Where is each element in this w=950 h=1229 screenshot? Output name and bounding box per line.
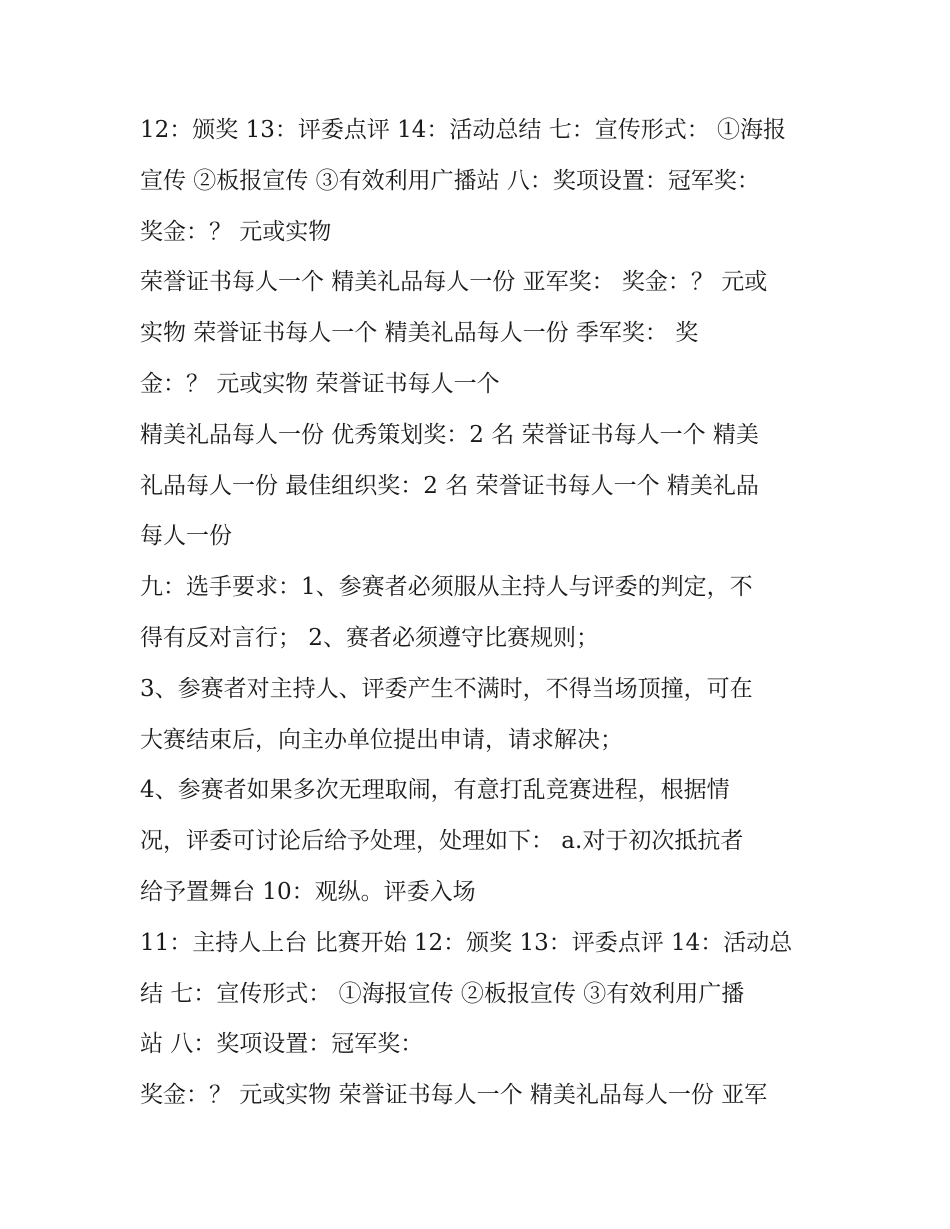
text-line: 大赛结束后，向主办单位提出申请，请求解决；	[140, 726, 623, 753]
text-line: 金：？ 元或实物 荣誉证书每人一个	[140, 370, 500, 397]
text-line: 精美礼品每人一份 优秀策划奖：2 名 荣誉证书每人一个 精美	[140, 421, 759, 448]
text-line: 站 八：奖项设置：冠军奖：	[140, 1031, 424, 1058]
text-line: 12：颁奖 13：评委点评 14：活动总结 七：宣传形式： ①海报	[140, 117, 787, 143]
text-line: 给予置舞台 10：观纵。评委入场	[140, 878, 476, 905]
text-line: 况，评委可讨论后给予处理，处理如下： a.对于初次抵抗者	[140, 828, 744, 855]
text-line: 结 七：宣传形式： ①海报宣传 ②板报宣传 ③有效利用广播	[140, 980, 745, 1007]
text-line: 奖金：？ 元或实物	[140, 218, 332, 245]
text-line: 荣誉证书每人一个 精美礼品每人一份 亚军奖： 奖金：？ 元或	[140, 269, 768, 296]
text-line: 得有反对言行； 2、赛者必须遵守比赛规则；	[140, 624, 599, 651]
text-line: 实物 荣誉证书每人一个 精美礼品每人一份 季军奖： 奖	[140, 320, 699, 347]
text-line: 每人一份	[140, 523, 232, 550]
text-line: 奖金：？ 元或实物 荣誉证书每人一个 精美礼品每人一份 亚军	[140, 1082, 768, 1109]
document-body	[140, 105, 820, 1121]
text-line: 4、参赛者如果多次无理取闹，有意打乱竞赛进程，根据情	[140, 777, 730, 804]
text-line: 九：选手要求：1、参赛者必须服从主持人与评委的判定，不	[140, 574, 753, 601]
text-line: 3、参赛者对主持人、评委产生不满时，不得当场顶撞，可在	[140, 675, 753, 702]
text-line: 礼品每人一份 最佳组织奖：2 名 荣誉证书每人一个 精美礼品	[140, 472, 759, 499]
text-line: 宣传 ②板报宣传 ③有效利用广播站 八：奖项设置：冠军奖：	[140, 167, 760, 194]
text-line: 11：主持人上台 比赛开始 12：颁奖 13：评委点评 14：活动总	[140, 929, 793, 956]
